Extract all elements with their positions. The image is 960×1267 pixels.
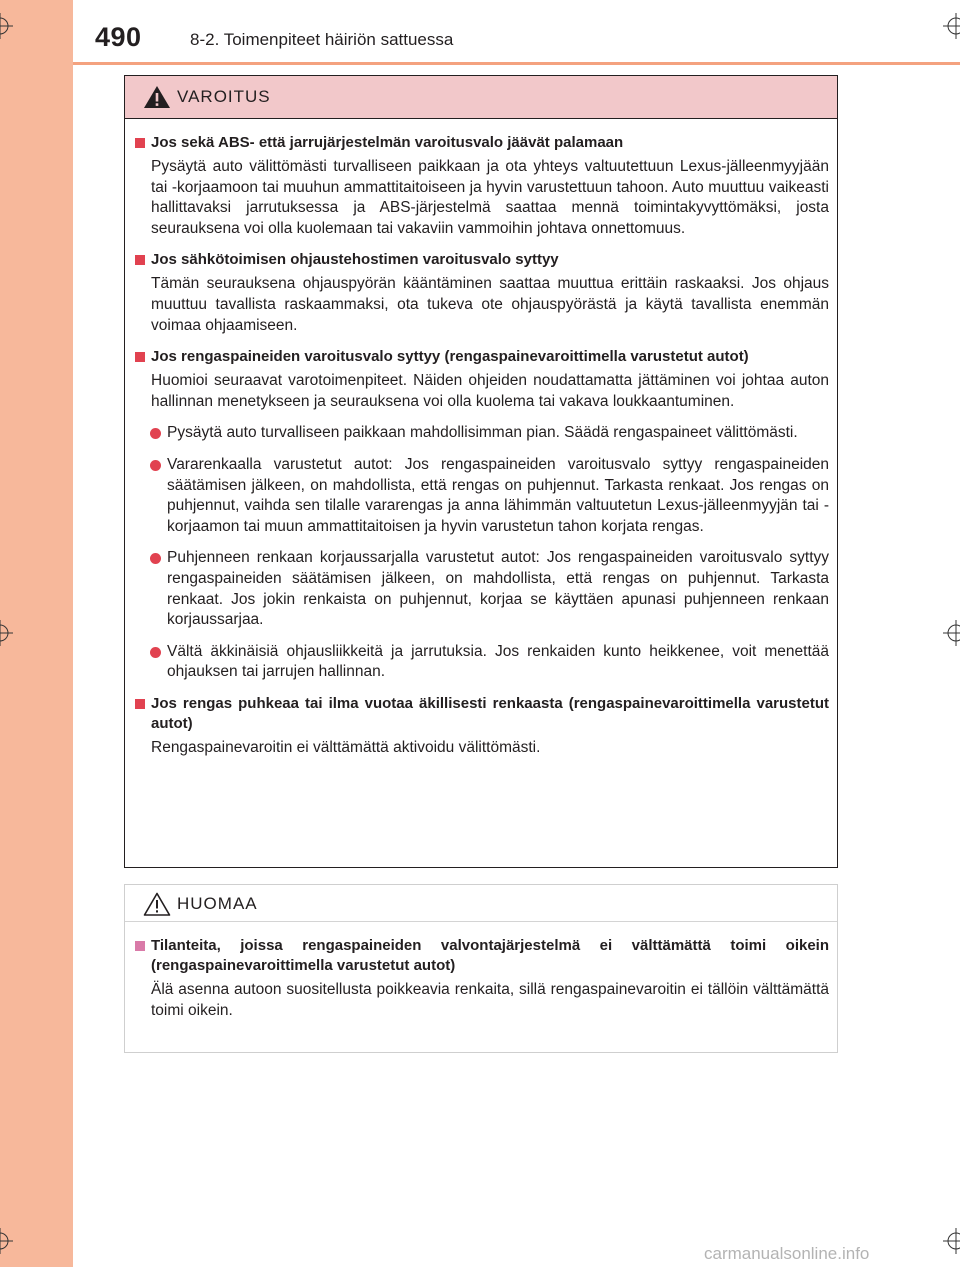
watermark: carmanualsonline.info	[704, 1244, 870, 1263]
square-marker-icon	[135, 941, 145, 951]
bullet-dot-icon	[150, 428, 161, 439]
warning-paragraph: Tämän seurauksena ohjauspyörän kääntäminen saattaa muuttua erittäin raskaaksi. Jos ohjaus muuttuu tavallista raskaammaksi, ota tukeva ote ohjauspyörästä ja käytä tavallista enemmän voimaa ohjaamiseen.	[151, 275, 829, 334]
warning-triangle-icon	[143, 85, 171, 109]
notice-box	[124, 884, 838, 1053]
square-marker-icon	[135, 352, 145, 362]
crop-mark-icon	[943, 1228, 960, 1254]
notice-item-title: Tilanteita, joissa rengaspaineiden valvontajärjestelmä ei välttämättä toimi oikein (rengaspainevaroittimella varustetut autot)	[135, 936, 829, 976]
warning-item-title: Jos sähkötoimisen ohjaustehostimen varoitusvalo syttyy	[135, 250, 829, 270]
crop-mark-icon	[943, 620, 960, 646]
page-number: 490	[95, 22, 142, 52]
warning-box	[124, 75, 838, 868]
crop-mark-icon	[943, 13, 960, 39]
notice-content	[125, 922, 837, 1021]
square-marker-icon	[135, 255, 145, 265]
bullet-dot-icon	[150, 647, 161, 658]
notice-header	[125, 885, 837, 922]
warning-paragraph: Pysäytä auto välittömästi turvalliseen paikkaan ja ota yhteys valtuutettuun Lexus-jälleenmyyjään tai -korjaamoon tai muuhun ammattitaitoiseen ja hyvin varustettuun tahoon. Auto muuttuu vaikeasti hallittavaksi jarrutuksessa ja ABS-järjestelmä saattaa mennä toimintakyvyttömäksi, josta seurauksena voi olla kuolemaan tai vakaviin vammoihin johtava onnettomuus.	[151, 158, 829, 237]
bullet-dot-icon	[150, 553, 161, 564]
warning-content	[125, 119, 837, 758]
warning-bullet: Vältä äkkinäisiä ohjausliikkeitä ja jarrutuksia. Jos renkaiden kunto heikkenee, voit menettää ohjauksen tai jarrujen hallinnan.	[135, 642, 829, 683]
warning-item-title: Jos rengas puhkeaa tai ilma vuotaa äkillisesti renkaasta (rengaspainevaroittimella varustetut autot)	[135, 694, 829, 734]
notice-paragraph: Älä asenna autoon suositellusta poikkeavia renkaita, sillä rengaspainevaroitin ei tällöin välttämättä toimi oikein.	[151, 981, 829, 1019]
warning-paragraph: Huomioi seuraavat varotoimenpiteet. Näiden ohjeiden noudattamatta jättäminen voi johtaa auton hallinnan menetykseen ja seurauksena voi olla kuolema tai vakava loukkaantuminen.	[151, 372, 829, 410]
warning-label: VAROITUS	[177, 87, 271, 106]
section-title: 8-2. Toimenpiteet häiriön sattuessa	[190, 30, 454, 49]
caution-triangle-icon	[143, 892, 171, 916]
warning-bullet: Pysäytä auto turvalliseen paikkaan mahdollisimman pian. Säädä rengaspaineet välittömästi.	[135, 423, 829, 444]
warning-bullet: Puhjenneen renkaan korjaussarjalla varustetut autot: Jos rengaspaineiden varoitusvalo syttyy rengaspaineiden säätämisen jälkeen, on mahdollista, että rengas on puhjennut. Tarkasta renkaat. Jos jokin renkaista on puhjennut, korjaa se käyttäen apunasi puhjenneen renkaan korjaussarjaa.	[135, 548, 829, 630]
notice-label: HUOMAA	[177, 894, 258, 913]
bullet-dot-icon	[150, 460, 161, 471]
square-marker-icon	[135, 138, 145, 148]
header-rule	[73, 62, 960, 65]
warning-item-title: Jos rengaspaineiden varoitusvalo syttyy (rengaspainevaroittimella varustetut autot)	[135, 347, 829, 367]
warning-header	[125, 76, 837, 119]
warning-item-title: Jos sekä ABS- että jarrujärjestelmän varoitusvalo jäävät palamaan	[135, 133, 829, 153]
crop-mark-icon	[0, 1228, 13, 1254]
crop-mark-icon	[0, 13, 13, 39]
square-marker-icon	[135, 699, 145, 709]
crop-mark-icon	[0, 620, 13, 646]
warning-paragraph: Rengaspainevaroitin ei välttämättä aktivoidu välittömästi.	[151, 738, 541, 756]
warning-bullet: Vararenkaalla varustetut autot: Jos rengaspaineiden varoitusvalo syttyy rengaspaineiden säätämisen jälkeen, on mahdollista, että rengas on puhjennut. Tarkasta renkaat. Jos rengas on puhjennut, vaihda sen tilalle vararengas ja anna lähimmän valtuutetun Lexus-jälleenmyyjän tai -korjaamon tai muun ammattitaitoisen ja hyvin varustetun tahon korjata rengas.	[135, 455, 829, 537]
